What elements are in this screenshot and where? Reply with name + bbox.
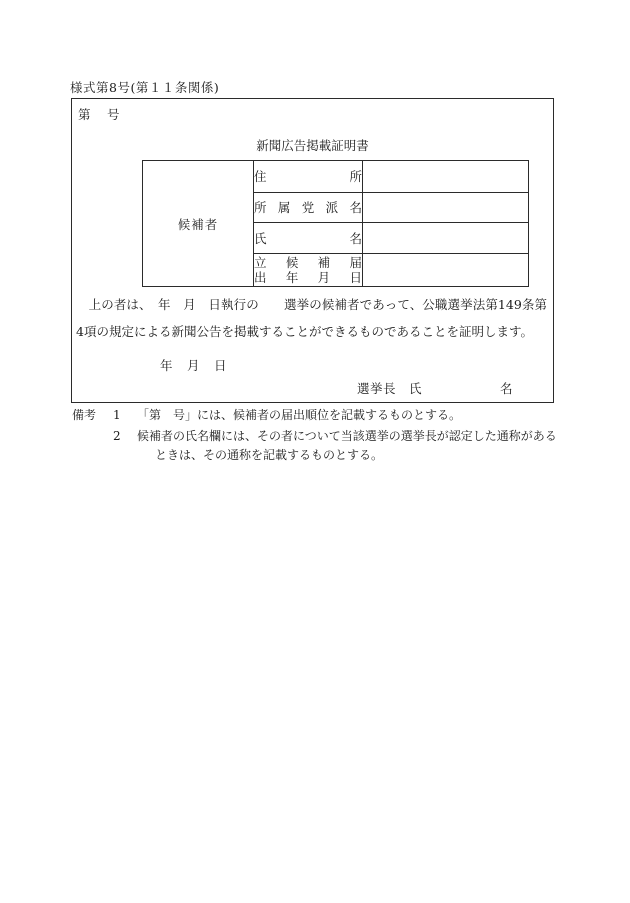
- party-label: 所属党派名: [254, 200, 362, 215]
- candidate-table: [142, 160, 529, 287]
- remark-text-1: 「第 号」には、候補者の届出順位を記載するものとする。: [137, 408, 462, 422]
- party-value-cell: [363, 193, 529, 223]
- name-label-cell: [254, 223, 363, 254]
- date-line: 年 月 日: [160, 358, 228, 373]
- certification-statement: 上の者は、 年 月 日執行の 選挙の候補者であって、公職選挙法第149条第4項の規定による新聞公告を掲載することができるものであることを証明します。: [76, 297, 547, 339]
- remark-item-1: [72, 406, 572, 425]
- remark-number-2: 2: [113, 429, 121, 443]
- form-number-label: 様式第8号(第１１条関係): [70, 80, 220, 95]
- filing-date-label-line2: 出年月日: [254, 270, 362, 285]
- remark-text-2: 候補者の氏名欄には、その者について当該選挙の選挙長が認定した通称があるときは、その通称を記載するものとする。: [137, 429, 557, 462]
- address-value-cell: [363, 161, 529, 193]
- name-label: 氏名: [254, 230, 362, 246]
- row-header-candidate: 候補者: [143, 161, 254, 287]
- remarks-label: 備考: [72, 408, 97, 422]
- address-label: 住所: [254, 169, 362, 184]
- remarks-section: [72, 406, 572, 465]
- name-value-cell: [363, 223, 529, 254]
- document-number: 第 号: [78, 107, 122, 122]
- filing-date-label-cell: [254, 254, 363, 287]
- party-label-cell: [254, 193, 363, 223]
- remark-item-2: [72, 427, 572, 465]
- filing-date-value-cell: [363, 254, 529, 287]
- election-chief-signature: 選挙長 氏 名: [357, 381, 514, 396]
- certificate-box: [71, 98, 554, 403]
- address-label-cell: [254, 161, 363, 193]
- certificate-title: 新聞広告掲載証明書: [256, 138, 369, 153]
- remark-number-1: 1: [113, 408, 121, 422]
- filing-date-label-line1: 立候補届: [254, 255, 362, 270]
